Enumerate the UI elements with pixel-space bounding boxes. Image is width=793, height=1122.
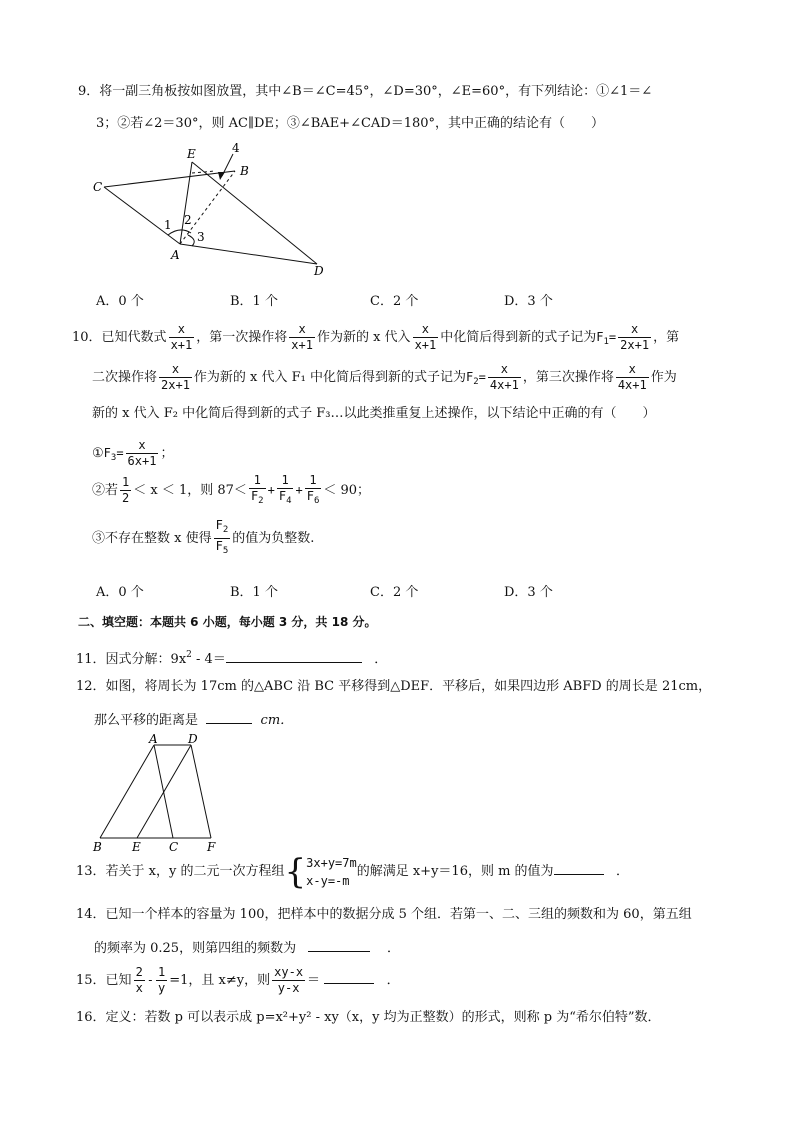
denominator: 2: [122, 491, 130, 505]
q9-label-4: 4: [232, 141, 240, 155]
equals: =: [478, 370, 486, 384]
denominator: [214, 539, 231, 559]
q9-label-E: E: [187, 147, 196, 161]
fraction: [159, 362, 192, 393]
q12-label-B: B: [93, 840, 102, 854]
F-symbol: F: [215, 518, 223, 532]
q12-number: 12．: [76, 679, 106, 694]
numerator: x: [159, 362, 192, 378]
fraction: [126, 438, 159, 469]
q9-stem-line1: 将一副三角板按如图放置，其中∠B＝∠C=45°，∠D=30°，∠E=60°，有下列结论：①∠1＝∠: [99, 84, 653, 99]
fraction: [249, 473, 266, 509]
q9-label-B: B: [240, 164, 249, 178]
q14-text: 的频率为 0.25，则第四组的频数为: [94, 941, 297, 956]
q15-text: 已知: [105, 973, 132, 988]
denominator: [305, 489, 322, 509]
subscript: 3: [110, 453, 117, 463]
numerator: x: [289, 322, 315, 338]
equals: =: [116, 446, 124, 460]
numerator: 1: [249, 473, 266, 489]
q12-label-D: D: [188, 732, 198, 746]
q9-figure: [80, 140, 360, 285]
plus: +: [295, 483, 303, 497]
q10-text: ；: [160, 446, 174, 461]
q15-text: ＝: [307, 973, 321, 988]
q12-seg-DE: [137, 745, 191, 838]
q10-text: 作为新的 x 代入: [316, 330, 411, 345]
q11-end: ．: [374, 652, 388, 667]
q12-label-A: A: [149, 732, 158, 746]
q10-conclusion-2: [92, 470, 370, 511]
q12-label-C: C: [169, 840, 179, 854]
fraction: [120, 475, 131, 506]
fraction: [413, 322, 439, 353]
q9-line1: [78, 82, 652, 102]
q10-text: 作为: [650, 370, 677, 385]
numerator: x: [126, 438, 159, 454]
q9-label-A: A: [171, 248, 180, 262]
q12-answer-blank[interactable]: [206, 709, 252, 724]
fraction: [305, 473, 322, 509]
left-brace-icon: {: [284, 851, 307, 892]
q15-answer-blank[interactable]: [324, 969, 374, 984]
q10-text: ，第一次操作将: [196, 330, 288, 345]
q16: [76, 1008, 661, 1028]
denominator: x+1: [170, 338, 193, 352]
q14-answer-blank[interactable]: [308, 937, 370, 952]
q13: [76, 852, 629, 892]
numerator: 1: [277, 473, 294, 489]
q13-text: 的解满足 x+y＝16，则 m 的值为: [356, 864, 554, 879]
denominator: y-x: [277, 981, 300, 995]
q9-seg-CA: [104, 187, 180, 244]
subscript: 5: [222, 546, 229, 556]
q10-option-c[interactable]: C．2 个: [370, 585, 419, 600]
q16-number: 16．: [76, 1010, 106, 1025]
q12-line2: [94, 709, 293, 731]
denominator: 2x+1: [161, 378, 190, 392]
numerator: 2: [135, 965, 143, 979]
subscript: 4: [286, 495, 292, 506]
superscript: 2: [186, 650, 192, 660]
fraction: [214, 518, 231, 559]
F-symbol: F: [596, 330, 604, 344]
q10-number: 10．: [72, 330, 102, 345]
q11-text: 因式分解：9x: [105, 652, 187, 667]
F-symbol: F: [250, 488, 259, 503]
q15-text: =1，且 x≠y，则: [169, 973, 271, 988]
q9-seg-CB: [104, 171, 235, 187]
subscript: 6: [313, 495, 320, 506]
q10-text: ＜ x ＜ 1，则 87＜: [133, 483, 247, 498]
q9-label-3: 3: [197, 230, 205, 244]
q15: [76, 960, 400, 1001]
q10-option-d[interactable]: D．3 个: [504, 585, 553, 600]
denominator: x+1: [414, 338, 437, 352]
q12-seg-DF: [191, 745, 211, 838]
q11: [76, 645, 387, 670]
fraction: [272, 965, 305, 996]
fraction: [488, 362, 521, 393]
numerator: [214, 518, 231, 539]
q13-number: 13．: [76, 864, 106, 879]
q14-end: ．: [387, 941, 401, 956]
denominator: y: [158, 981, 166, 995]
q9-label-1: 1: [164, 218, 172, 232]
q9-option-d[interactable]: D．3 个: [504, 294, 553, 309]
equation-1: 3x+y=7m: [306, 855, 357, 870]
q10-text: 的值为负整数.: [232, 531, 315, 546]
denominator: 2x+1: [620, 338, 650, 352]
q10-text: 中化简后得到新的式子记为: [440, 330, 597, 345]
q9-number: 9．: [78, 84, 100, 99]
q9-seg-AE: [180, 162, 192, 244]
F-symbol: F: [306, 488, 314, 503]
fraction: [618, 322, 651, 353]
q10-text: ，第三次操作将: [522, 370, 614, 385]
q12-label-F: F: [207, 840, 216, 854]
equals: =: [608, 330, 617, 344]
denominator: 4x+1: [617, 378, 647, 392]
q12-figure: [80, 730, 240, 855]
q9-label-C: C: [93, 180, 103, 194]
minus: -: [146, 973, 155, 987]
q11-number: 11．: [76, 652, 106, 667]
q10-text: ＜ 90；: [323, 483, 371, 498]
q12-text: 如图，将周长为 17cm 的△ABC 沿 BC 平移得到△DEF．平移后，如果四边形 ABFD 的周长是 21cm，: [105, 679, 712, 694]
subscript: 2: [258, 495, 264, 506]
fraction: [616, 362, 649, 393]
q12-unit: cm．: [260, 713, 294, 728]
q10-text: 二次操作将: [92, 370, 158, 385]
q14-line2: [94, 937, 400, 959]
subscript: 2: [222, 525, 229, 535]
q12-text: 那么平移的距离是: [94, 713, 199, 728]
denominator: 6x+1: [127, 454, 157, 468]
q9-option-a[interactable]: A．0 个: [96, 294, 144, 309]
equation-2: x-y=-m: [306, 873, 350, 888]
fraction: [289, 322, 315, 353]
F-symbol: F: [278, 488, 287, 503]
numerator: 1: [305, 473, 322, 489]
numerator: 1: [158, 965, 166, 979]
q9-line2: [96, 114, 604, 134]
q12-label-E: E: [132, 840, 141, 854]
q11-answer-blank[interactable]: [226, 648, 362, 663]
fraction: [277, 473, 294, 509]
circled-2: ②若: [92, 483, 119, 498]
q12-seg-AB: [100, 745, 154, 838]
fraction: [169, 322, 195, 353]
denominator: [249, 489, 266, 509]
q14-text: 已知一个样本的容量为 100，把样本中的数据分成 5 个组．若第一、二、三组的频数和为 60，第五组: [105, 907, 692, 922]
q9-option-c[interactable]: C．2 个: [370, 294, 419, 309]
circled-1: ①: [92, 446, 104, 461]
q9-arrow-4: [222, 154, 233, 176]
q10-text: 作为新的 x 代入 F₁ 中化简后得到新的式子记为: [193, 370, 467, 385]
q9-label-D: D: [314, 264, 324, 278]
q14-number: 14．: [76, 907, 106, 922]
q10-option-a[interactable]: A．0 个: [96, 585, 144, 600]
q11-text: - 4＝: [191, 652, 226, 667]
q9-option-b[interactable]: B．1 个: [230, 294, 278, 309]
numerator: x: [616, 362, 649, 378]
q13-end: ．: [615, 864, 629, 879]
F-symbol: F: [466, 370, 474, 384]
denominator: 4x+1: [489, 378, 519, 392]
q10-line3: [92, 404, 655, 424]
denominator: x: [135, 981, 143, 995]
equation-system: [306, 854, 357, 890]
subscript: 2: [473, 377, 479, 387]
q10-text: ③不存在整数 x 使得: [92, 531, 212, 546]
denominator: [277, 489, 294, 509]
numerator: x: [488, 362, 521, 378]
q10-option-b[interactable]: B．1 个: [230, 585, 278, 600]
denominator: x+1: [291, 338, 313, 352]
F-symbol: F: [103, 446, 111, 460]
q9-label-2: 2: [184, 213, 192, 227]
subscript: 1: [603, 337, 609, 347]
q15-end: ．: [386, 973, 400, 988]
q10-line1: [72, 320, 679, 359]
q16-text: 定义：若数 p 可以表示成 p=x²+y² - xy（x，y 均为正整数）的形式，则称 p 为“希尔伯特”数．: [105, 1010, 661, 1025]
fraction: [134, 965, 145, 996]
plus: +: [267, 483, 275, 497]
fraction: [156, 965, 167, 996]
q13-text: 若关于 x，y 的二元一次方程组: [105, 864, 285, 879]
q12-line1: [76, 677, 711, 697]
q10-text: 新的 x 代入 F₂ 中化简后得到新的式子 F₃…以此类推重复上述操作，以下结论中正确的有（ ）: [92, 406, 656, 421]
section-heading: 二、填空题：本题共 6 小题，每小题 3 分，共 18 分。: [78, 615, 377, 629]
q10-text: 已知代数式: [101, 330, 167, 345]
q9-seg-AB-dashed: [180, 171, 235, 244]
q10-conclusion-3: [92, 518, 314, 559]
numerator: xy-x: [274, 965, 304, 979]
q15-number: 15．: [76, 973, 106, 988]
numerator: x: [169, 322, 195, 338]
numerator: x: [618, 322, 651, 338]
numerator: 1: [122, 475, 130, 489]
q14-line1: [76, 905, 692, 925]
q10-text: ，第: [653, 330, 680, 345]
q10-line2: [92, 360, 677, 399]
numerator: x: [413, 322, 439, 338]
q9-angle3-arc: [188, 235, 194, 246]
q9-stem-line2: 3；②若∠2＝30°，则 AC∥DE；③∠BAE+∠CAD＝180°，其中正确的结论有（ ）: [96, 116, 605, 131]
F-symbol: F: [215, 539, 223, 553]
q13-answer-blank[interactable]: [554, 860, 604, 875]
